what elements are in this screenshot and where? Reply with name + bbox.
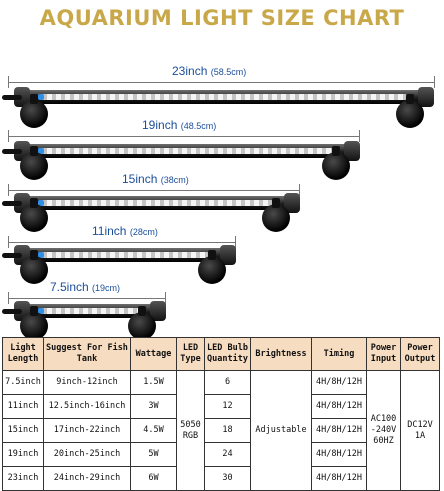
size-inch: 19inch — [142, 118, 178, 132]
header-led-bulb: LED Bulb Quantity — [205, 338, 251, 371]
size-inch: 23inch — [172, 64, 208, 78]
cell-tank: 24inch-29inch — [44, 467, 131, 491]
size-cm: (38cm) — [160, 175, 189, 185]
cell-power-input: AC100 -240V 60HZ — [367, 371, 401, 491]
power-cable — [2, 253, 22, 258]
power-cable — [2, 95, 22, 100]
cell-length: 23inch — [3, 467, 44, 491]
led-strip — [38, 94, 408, 100]
led-strip — [38, 200, 274, 206]
cell-bulbs: 30 — [205, 467, 251, 491]
size-cm: (58.5cm) — [210, 67, 247, 77]
cell-timing: 4H/8H/12H — [312, 419, 367, 443]
power-cable — [2, 201, 22, 206]
size-cm: (19cm) — [92, 283, 121, 293]
header-wattage: Wattage — [131, 338, 177, 371]
cell-tank: 9inch-12inch — [44, 371, 131, 395]
dimension-line — [8, 184, 300, 196]
light-tube — [22, 248, 228, 262]
header-power-output: Power Output — [401, 338, 440, 371]
cell-wattage: 6W — [131, 467, 177, 491]
header-power-input: Power Input — [367, 338, 401, 371]
light-11inch — [0, 222, 444, 276]
cell-bulbs: 6 — [205, 371, 251, 395]
cell-bulbs: 18 — [205, 419, 251, 443]
size-cm: (48.5cm) — [180, 121, 217, 131]
light-7-5inch — [0, 278, 444, 334]
cell-led-type: 5050 RGB — [177, 371, 205, 491]
size-inch: 11inch — [92, 224, 127, 238]
size-inch: 7.5inch — [50, 280, 89, 294]
cell-wattage: 5W — [131, 443, 177, 467]
dimension-line — [8, 76, 435, 88]
chart-title: AQUARIUM LIGHT SIZE CHART — [39, 6, 405, 30]
size-cm: (28cm) — [129, 227, 158, 237]
cell-timing: 4H/8H/12H — [312, 443, 367, 467]
header-led-type: LED Type — [177, 338, 205, 371]
header-timing: Timing — [312, 338, 367, 371]
cell-brightness: Adjustable — [251, 371, 312, 491]
light-tube — [22, 90, 426, 104]
size-inch: 15inch — [122, 172, 158, 186]
cell-power-output: DC12V 1A — [401, 371, 440, 491]
cell-length: 7.5inch — [3, 371, 44, 395]
spec-table — [2, 337, 440, 491]
header-brightness: Brightness — [251, 338, 312, 371]
table-row — [3, 371, 440, 395]
cell-tank: 20inch-25inch — [44, 443, 131, 467]
led-strip — [38, 252, 210, 258]
dimension-line — [8, 292, 166, 304]
cell-timing: 4H/8H/12H — [312, 371, 367, 395]
blue-led-icon — [38, 94, 44, 100]
power-cable — [2, 309, 22, 314]
light-tube — [22, 196, 292, 210]
header-light-length: Light Length — [3, 338, 44, 371]
table-header-row — [3, 338, 440, 371]
cell-timing: 4H/8H/12H — [312, 395, 367, 419]
cell-bulbs: 12 — [205, 395, 251, 419]
light-19inch — [0, 116, 444, 172]
cell-tank: 12.5inch-16inch — [44, 395, 131, 419]
led-strip — [38, 308, 140, 314]
cell-length: 15inch — [3, 419, 44, 443]
cell-bulbs: 24 — [205, 443, 251, 467]
cell-wattage: 4.5W — [131, 419, 177, 443]
power-cable — [2, 149, 22, 154]
led-strip — [38, 148, 334, 154]
cell-length: 19inch — [3, 443, 44, 467]
cell-wattage: 3W — [131, 395, 177, 419]
header-suggest: Suggest For Fish Tank — [44, 338, 131, 371]
light-15inch — [0, 170, 444, 224]
dimension-line — [8, 236, 236, 248]
light-tube — [22, 144, 352, 158]
cell-wattage: 1.5W — [131, 371, 177, 395]
suction-cup-icon — [128, 312, 156, 340]
cell-length: 11inch — [3, 395, 44, 419]
cell-tank: 17inch-22inch — [44, 419, 131, 443]
light-23inch — [0, 62, 444, 122]
dimension-line — [8, 130, 360, 142]
cell-timing: 4H/8H/12H — [312, 467, 367, 491]
suction-cup-icon — [20, 312, 48, 340]
